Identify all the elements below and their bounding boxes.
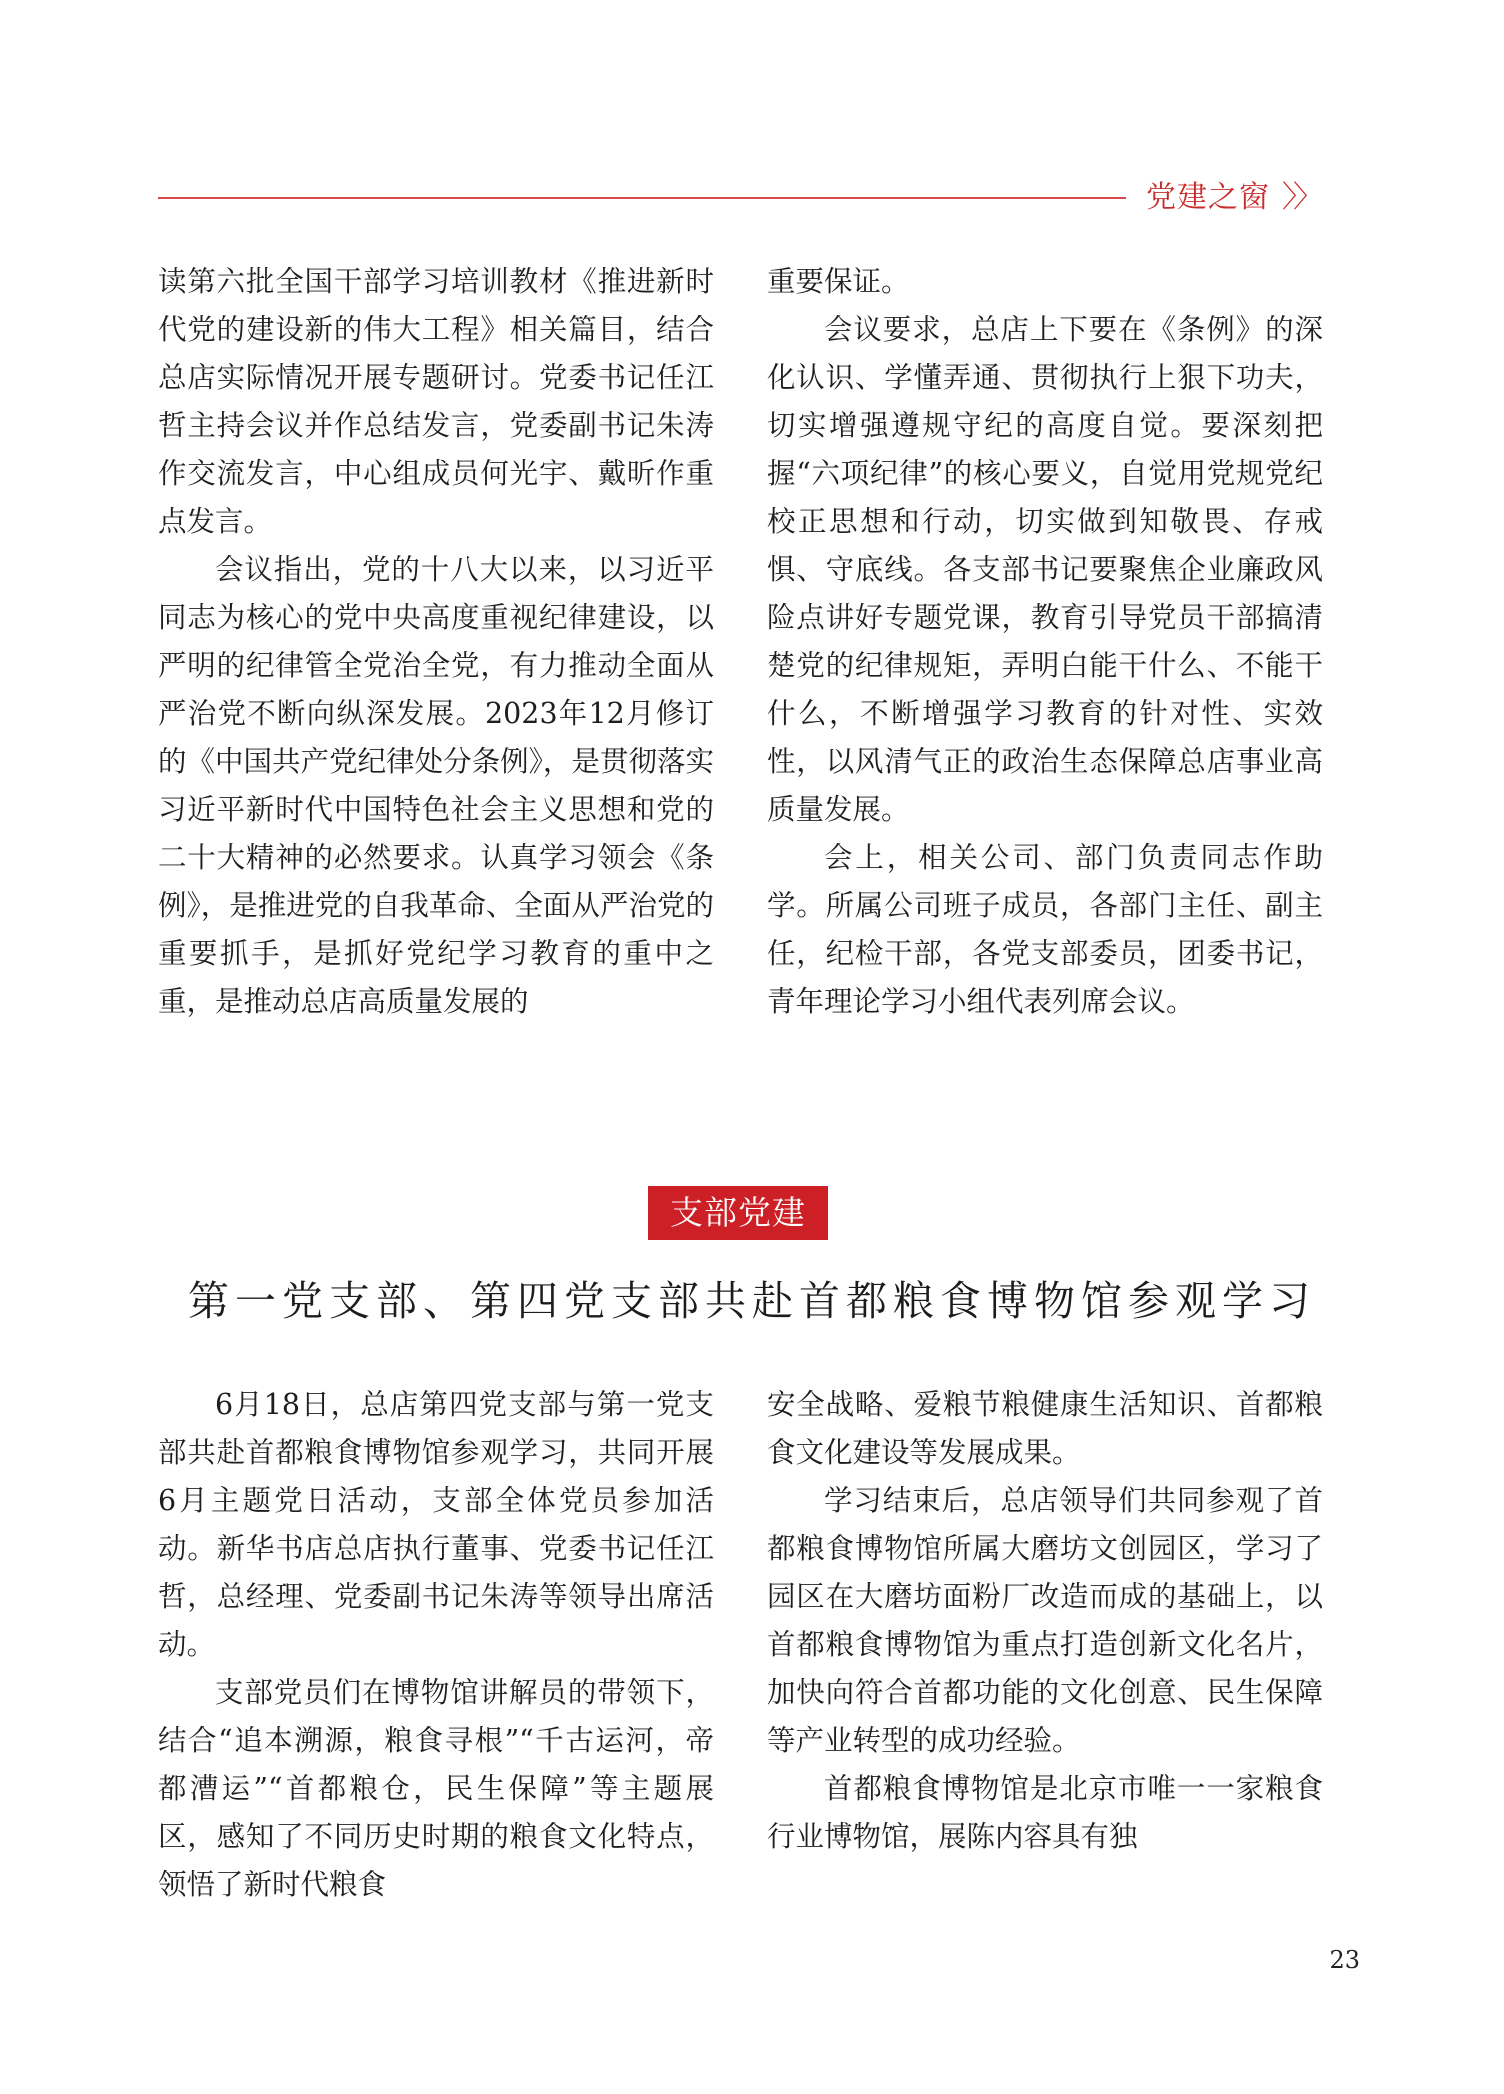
article-left-column (158, 1381, 714, 1909)
page-number: 23 (1329, 1946, 1360, 1974)
section-header (1146, 174, 1319, 222)
top-left-column (158, 258, 714, 1026)
paragraph: 支部党员们在博物馆讲解员的带领下，结合“追本溯源，粮食寻根”“千古运河，帝都漕运”“首都粮仓，民生保障”等主题展区，感知了不同历史时期的粮食文化特点，领悟了新时代粮食 (158, 1676, 714, 1901)
paragraph: 会议指出，党的十八大以来，以习近平同志为核心的党中央高度重视纪律建设，以严明的纪律管全党治全党，有力推动全面从严治党不断向纵深发展。2023年12月修订的《中国共产党纪律处分条例》，是贯彻落实习近平新时代中国特色社会主义思想和党的二十大精神的必然要求。认真学习领会《条例》，是推进党的自我革命、全面从严治党的重要抓手，是抓好党纪学习教育的重中之重，是推动总店高质量发展的 (158, 553, 714, 1018)
paragraph: 重要保证。 (767, 265, 910, 298)
section-header-label: 党建之窗 (1146, 180, 1270, 215)
section-badge: 支部党建 (648, 1186, 828, 1240)
paragraph: 读第六批全国干部学习培训教材《推进新时代党的建设新的伟大工程》相关篇目，结合总店实际情况开展专题研讨。党委书记任江哲主持会议并作总结发言，党委副书记朱涛作交流发言，中心组成员何光宇、戴昕作重点发言。 (158, 265, 714, 538)
header-rule (158, 197, 1126, 199)
double-chevron-icon: 〉〉 (1282, 180, 1319, 215)
top-right-column (767, 258, 1323, 1026)
paragraph: 学习结束后，总店领导们共同参观了首都粮食博物馆所属大磨坊文创园区，学习了园区在大磨坊面粉厂改造而成的基础上，以首都粮食博物馆为重点打造创新文化名片，加快向符合首都功能的文化创意、民生保障等产业转型的成功经验。 (767, 1484, 1323, 1757)
paragraph: 会议要求，总店上下要在《条例》的深化认识、学懂弄通、贯彻执行上狠下功夫，切实增强遵规守纪的高度自觉。要深刻把握“六项纪律”的核心要义，自觉用党规党纪校正思想和行动，切实做到知敬畏、存戒惧、守底线。各支部书记要聚焦企业廉政风险点讲好专题党课，教育引导党员干部搞清楚党的纪律规矩，弄明白能干什么、不能干什么，不断增强学习教育的针对性、实效性，以风清气正的政治生态保障总店事业高质量发展。 (767, 313, 1323, 826)
paragraph: 安全战略、爱粮节粮健康生活知识、首都粮食文化建设等发展成果。 (767, 1388, 1323, 1469)
paragraph: 6月18日，总店第四党支部与第一党支部共赴首都粮食博物馆参观学习，共同开展6月主题党日活动，支部全体党员参加活动。新华书店总店执行董事、党委书记任江哲，总经理、党委副书记朱涛等领导出席活动。 (158, 1388, 714, 1661)
article-right-column (767, 1381, 1323, 1861)
paragraph: 首都粮食博物馆是北京市唯一一家粮食行业博物馆，展陈内容具有独 (767, 1772, 1323, 1853)
article-title: 第一党支部、第四党支部共赴首都粮食博物馆参观学习 (188, 1277, 1316, 1325)
paragraph: 会上，相关公司、部门负责同志作助学。所属公司班子成员，各部门主任、副主任，纪检干部，各党支部委员，团委书记，青年理论学习小组代表列席会议。 (767, 841, 1323, 1018)
